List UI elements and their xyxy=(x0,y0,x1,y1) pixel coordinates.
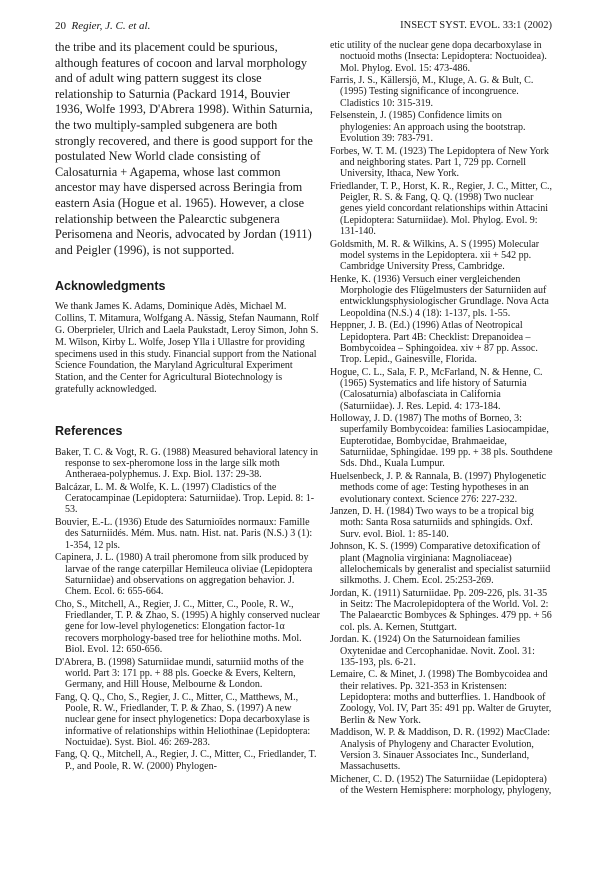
left-column xyxy=(55,40,320,773)
reference-item: Cho, S., Mitchell, A., Regier, J. C., Mitter, C., Poole, R. W., Friedlander, T. P. & Zhao, S. (1995) A highly conserved nuclear gene for low-level phylogenetics: Elongation factor-1α recovers morphology-based tree for heliothine moths. Mol. Biol. Evol. 12: 650-656. xyxy=(55,598,321,655)
reference-item: Holloway, J. D. (1987) The moths of Borneo, 3: superfamily Bombycoidea: families Lasiocampidae, Eupterotidae, Bombycidae, Brahmaeidae, Saturniidae, Sphingidae. 199 pp. + 38 pls. Southdene Sds. Dhd., Kuala Lumpur. xyxy=(330,413,553,470)
reference-item: Michener, C. D. (1952) The Saturniidae (Lepidoptera) of the Western Hemisphere: morphology, phylogeny, xyxy=(330,773,552,797)
reference-item: D'Abrera, B. (1998) Saturniidae mundi, saturniid moths of the world. Part 3: 171 pp. + 88 pls. Goecke & Evers, Keltern, Germany, and Hill House, Melbourne & London. xyxy=(55,656,304,691)
reference-item: Hogue, C. L., Sala, F. P., McFarland, N. & Henne, C. (1965) Systematics and life history of Saturnia (Calosaturnia) albofasciata in California (Saturniidae). J. Res. Lepid. 4: 173-184. xyxy=(330,366,543,412)
reference-item: Capinera, J. L. (1980) A trail pheromone from silk produced by larvae of the range caterpillar Hemileuca oliviae (Lepidoptera Saturniidae) and observations on aggregation behavior. J. Chem. Ecol. 6: 655-664. xyxy=(55,552,313,598)
reference-item: Felsenstein, J. (1985) Confidence limits on phylogenies: An approach using the bootstrap. Evolution 39: 783-791. xyxy=(330,110,526,144)
reference-item: Henke, K. (1936) Versuch einer vergleichenden Morphologie des Flügelmusters der Saturniiden auf entwicklungsphysiologischer Grundlage. Nova Acta Leopoldina (N.S.) 4 (18): 1-137, pls. 1-55. xyxy=(330,273,549,319)
reference-item: Friedlander, T. P., Horst, K. R., Regier, J. C., Mitter, C., Peigler, R. S. & Fang, Q. Q. (1998) Two nuclear genes yield concordant relationships within Attacini (Lepidoptera: Saturniidae). Mol. Phylog. Evol. 9: 131-140. xyxy=(330,180,553,237)
page-number: 20 xyxy=(55,20,66,32)
acknowledgments-heading: Acknowledgments xyxy=(55,279,166,294)
reference-item: Forbes, W. T. M. (1923) The Lepidoptera of New York and neighboring states. Part 1, 729 pp. Cornell University, Ithaca, New York. xyxy=(330,145,549,180)
references-list-right xyxy=(330,40,555,796)
running-title: Regier, J. C. et al. xyxy=(71,20,151,32)
reference-item: Balcázar, L. M. & Wolfe, K. L. (1997) Cladistics of the Ceratocampinae (Lepidoptera: Saturniidae). Trop. Lepid. 8: 1-53. xyxy=(55,481,315,516)
reference-item: Fang, Q. Q., Cho, S., Regier, J. C., Mitter, C., Matthews, M., Poole, R. W., Friedlander, T. P. & Zhao, S. (1997) A new nuclear gene for insect phylogenetics: Dopa decarboxylase is informative of relationships within Heliothinae (Lepidoptera: Noctuidae). Syst. Biol. 46: 269-283. xyxy=(55,691,311,748)
body-paragraph: the tribe and its placement could be spurious, although features of cocoon and larval morphology and of adult wing pattern suggest its close relationship to Saturnia (Packard 1914, Bouvier 1936, Wolfe 1993, D'Abrera 1998). Within Saturnia, the two multiply-sampled subgenera are both strongly recovered, and there is good support for the postulated New World clade consisting of Calosaturnia + Agapema, whose last common ancestor may have dispersed across Beringia from eastern Asia (Hogue et al. 1965). However, a close relationship between the Palearctic subgenera Perisomena and Neoris, advocated by Jordan (1911) and Peigler (1996), is not supported. xyxy=(55,40,313,257)
header-left xyxy=(55,20,150,32)
reference-item: Janzen, D. H. (1984) Two ways to be a tropical big moth: Santa Rosa saturniids and sphingids. Oxf. Surv. evol. Biol. 1: 85-140. xyxy=(330,506,534,540)
references-list-left xyxy=(55,447,320,772)
reference-item: Maddison, W. P. & Maddison, D. R. (1992) MacClade: Analysis of Phylogeny and Character Evolution, Version 3. Sinauer Associates Inc., Sunderland, Massachusetts. xyxy=(330,727,550,773)
references-heading: References xyxy=(55,423,123,438)
journal-citation: INSECT SYST. EVOL. 33:1 (2002) xyxy=(400,20,552,31)
reference-item: Jordan. K. (1924) On the Saturnoidean families Oxytenidae and Cercophanidae. Novit. Zool. 31: 135-193, pls. 6-21. xyxy=(330,634,535,668)
right-column xyxy=(330,40,555,798)
acknowledgments-text: We thank James K. Adams, Dominique Adès, Michael M. Collins, T. Mitamura, Wolfgang A. Nässig, Stefan Naumann, Rolf G. Oberprieler, Ulrich and Laela Paukstadt, Leroy Simon, John S. M. Wilson, Kirby L. Wolfe, Josep Ylla i Ullastre for providing specimens used in this study. Financial support from the National Science Foundation, the Maryland Agricultural Experiment Station, and the Center for Agricultural Biotechnology is gratefully acknowledged. xyxy=(55,301,319,395)
reference-item: Jordan, K. (1911) Saturniidae. Pp. 209-226, pls. 31-35 in Seitz: The Macrolepidoptera of the World. Vol. 2: The Palaearctic Bombyces & Sphinges. 479 pp. + 56 col. pls. A. Kernen, Stuttgart. xyxy=(330,587,552,633)
reference-item: Baker, T. C. & Vogt, R. G. (1988) Measured behavioral latency in response to sex-pheromone loss in the large silk moth Antheraea-polyphemus. J. Exp. Biol. 137: 29-38. xyxy=(55,446,318,481)
reference-item: Johnson, K. S. (1999) Comparative detoxification of plant (Magnolia virginiana: Magnoliaceae) allelochemicals by generalist and specialist saturniid silkmoths. J. Chem. Ecol. 25:253-269. xyxy=(330,541,551,587)
reference-item: Lemaire, C. & Minet, J. (1998) The Bombycoidea and their relatives. Pp. 321-353 in Kristensen: Lepidoptera: moths and butterflies. 1. Handbook of Zoology, Vol. IV, Part 35: 491 pp. Walter de Gruyter, Berlin & New York. xyxy=(330,669,552,726)
reference-item: Fang, Q. Q., Mitchell, A., Regier, J. C., Mitter, C., Friedlander, T. P., and Poole, R. W. (2000) Phylogen- xyxy=(55,749,317,772)
reference-item: Heppner, J. B. (Ed.) (1996) Atlas of Neotropical Lepidoptera. Part 4B: Checklist: Drepanoidea – Bombycoidea – Sphingoidea. xiv + 87 pp. Assoc. Trop. Lepid., Gainesville, Florida. xyxy=(330,320,538,366)
page-header xyxy=(55,20,552,34)
reference-item: Huelsenbeck, J. P. & Rannala, B. (1997) Phylogenetic methods come of age: Testing hypotheses in an evolutionary context. Science 276: 227-232. xyxy=(330,470,547,505)
reference-item: etic utility of the nuclear gene dopa decarboxylase in noctuoid moths (Insecta: Lepidoptera: Noctuoidea). Mol. Phylog. Evol. 15: 473-486. xyxy=(330,40,547,74)
reference-item: Goldsmith, M. R. & Wilkins, A. S (1995) Molecular model systems in the Lepidoptera. xii + 542 pp. Cambridge University Press, Cambridge. xyxy=(330,238,540,273)
reference-item: Farris, J. S., Källersjö, M., Kluge, A. G. & Bult, C. (1995) Testing significance of incongruence. Cladistics 10: 315-319. xyxy=(330,75,534,109)
reference-item: Bouvier, E.-L. (1936) Etude des Saturnioïdes normaux: Famille des Saturniidés. Mém. Mus. natn. Hist. nat. Paris (N.S.) 3 (1): 1-354, 12 pls. xyxy=(55,517,313,551)
